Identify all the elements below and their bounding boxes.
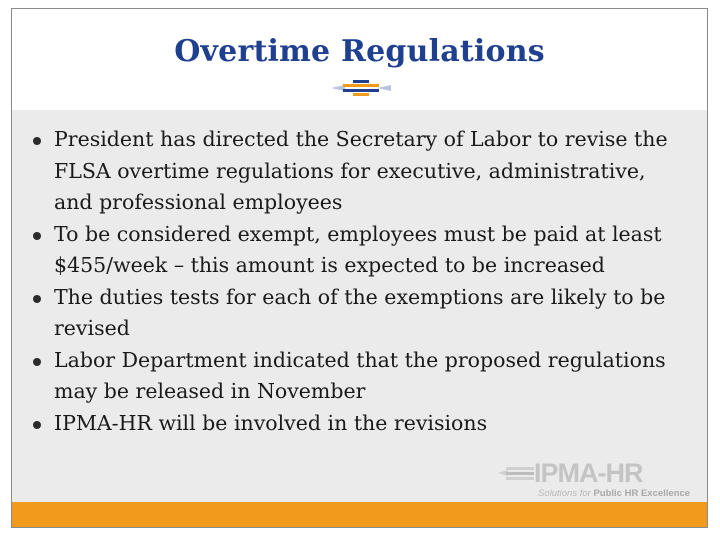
bullet-text: Labor Department indicated that the proposed regulations may be released in November bbox=[54, 347, 666, 403]
bullet-item bbox=[30, 124, 690, 219]
logo-tagline-prefix: Solutions for bbox=[538, 488, 594, 499]
bullet-item bbox=[30, 408, 690, 440]
bullet-item bbox=[30, 345, 690, 408]
bullet-dot-icon bbox=[33, 137, 41, 145]
logo-wordmark: IPMA-HR bbox=[534, 458, 643, 488]
bullet-item bbox=[30, 282, 690, 345]
bullet-text: The duties tests for each of the exemptions are likely to be revised bbox=[54, 284, 666, 340]
logo-arrows-icon bbox=[498, 462, 536, 484]
bullet-dot-icon bbox=[33, 421, 41, 429]
bullet-text: IPMA-HR will be involved in the revisions bbox=[54, 410, 488, 435]
footer-bar bbox=[12, 502, 707, 527]
bullet-dot-icon bbox=[33, 358, 41, 366]
bullet-dot-icon bbox=[33, 232, 41, 240]
slide-title: Overtime Regulations bbox=[174, 34, 545, 69]
bullet-dot-icon bbox=[33, 295, 41, 303]
bullet-text: President has directed the Secretary of Labor to revise the FLSA overtime regulations for executive, administrative, and professional employees bbox=[54, 127, 668, 214]
bullet-text: To be considered exempt, employees must be paid at least $455/week – this amount is expected to be increased bbox=[54, 221, 662, 277]
bullet-item bbox=[30, 219, 690, 282]
logo-tagline-emphasis: Public HR Excellence bbox=[593, 488, 691, 499]
ipma-hr-logo bbox=[498, 458, 703, 500]
bullet-list bbox=[30, 124, 690, 439]
title-ornament-icon bbox=[331, 78, 391, 98]
logo-tagline bbox=[538, 488, 690, 499]
